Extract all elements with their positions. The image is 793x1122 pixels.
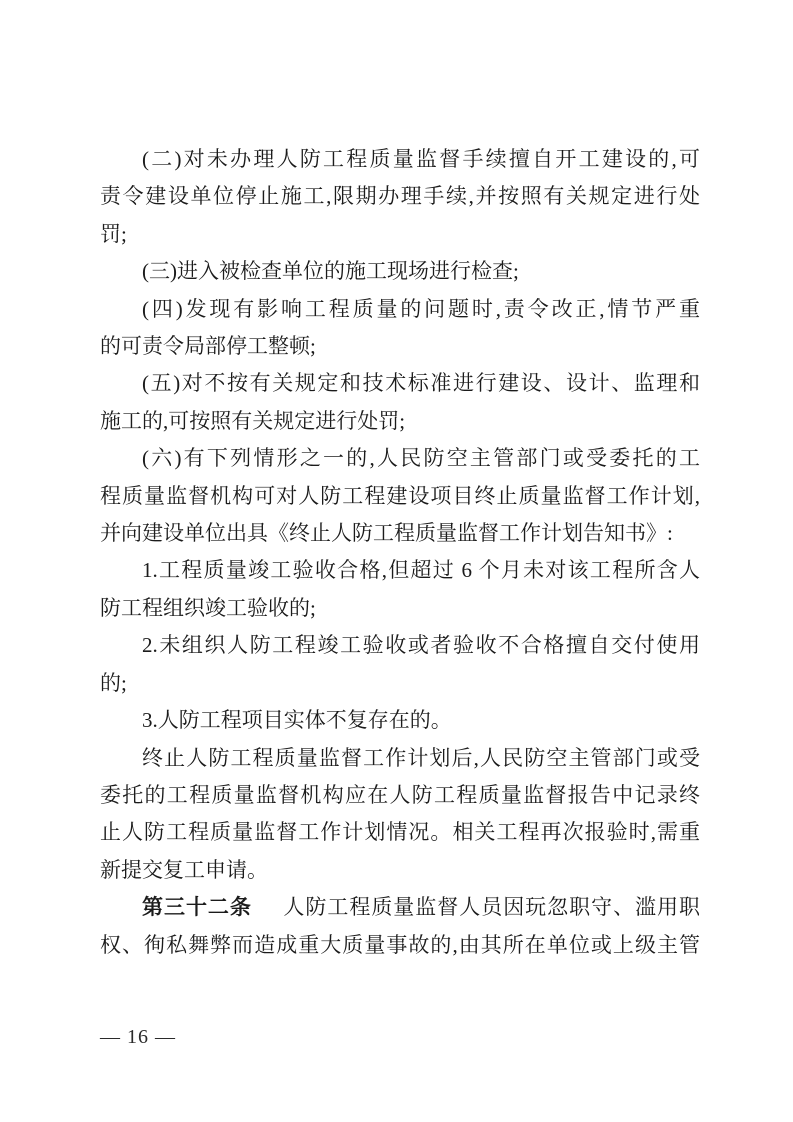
article-text: 人防工程质量监督人员因玩忽职守、滥用职 [283, 895, 701, 920]
text-line [100, 889, 700, 926]
document-body [100, 141, 700, 964]
text-line: (二)对未办理人防工程质量监督手续擅自开工建设的,可 [142, 147, 700, 171]
text-line: 1.工程质量竣工验收合格,但超过 6 个月未对该工程所含人 [142, 558, 700, 583]
text-line: 并向建设单位出具《终止人防工程质量监督工作计划告知书》: [100, 521, 673, 546]
page-number: — 16 — [100, 1026, 176, 1048]
text-line: 的可责令局部停工整顿; [100, 334, 316, 359]
text-line: 责令建设单位停止施工,限期办理手续,并按照有关规定进行处 [100, 184, 700, 209]
text-line: 罚; [100, 221, 127, 246]
text-line: 权、徇私舞弊而造成重大质量事故的,由其所在单位或上级主管 [100, 932, 700, 957]
text-line: (六)有下列情形之一的,人民防空主管部门或受委托的工 [142, 446, 700, 471]
text-line: 委托的工程质量监督机构应在人防工程质量监督报告中记录终 [100, 782, 700, 807]
text-line: 终止人防工程质量监督工作计划后,人民防空主管部门或受 [142, 745, 700, 770]
text-line: (五)对不按有关规定和技术标准进行建设、设计、监理和 [142, 371, 700, 396]
text-line: 止人防工程质量监督工作计划情况。相关工程再次报验时,需重 [100, 820, 700, 845]
text-line: 2.未组织人防工程竣工验收或者验收不合格擅自交付使用 [142, 633, 700, 658]
text-line: (三)进入被检查单位的施工现场进行检查; [142, 259, 519, 284]
text-line: 新提交复工申请。 [100, 857, 268, 882]
article-number: 第三十二条 [142, 895, 252, 920]
text-line: 施工的,可按照有关规定进行处罚; [100, 408, 406, 433]
text-line: (四)发现有影响工程质量的问题时,责令改正,情节严重 [142, 296, 700, 321]
text-line: 防工程组织竣工验收的; [100, 595, 316, 620]
text-line: 的; [100, 670, 127, 695]
text-line: 程质量监督机构可对人防工程建设项目终止质量监督工作计划, [100, 483, 700, 508]
text-line: 3.人防工程项目实体不复存在的。 [142, 708, 452, 733]
